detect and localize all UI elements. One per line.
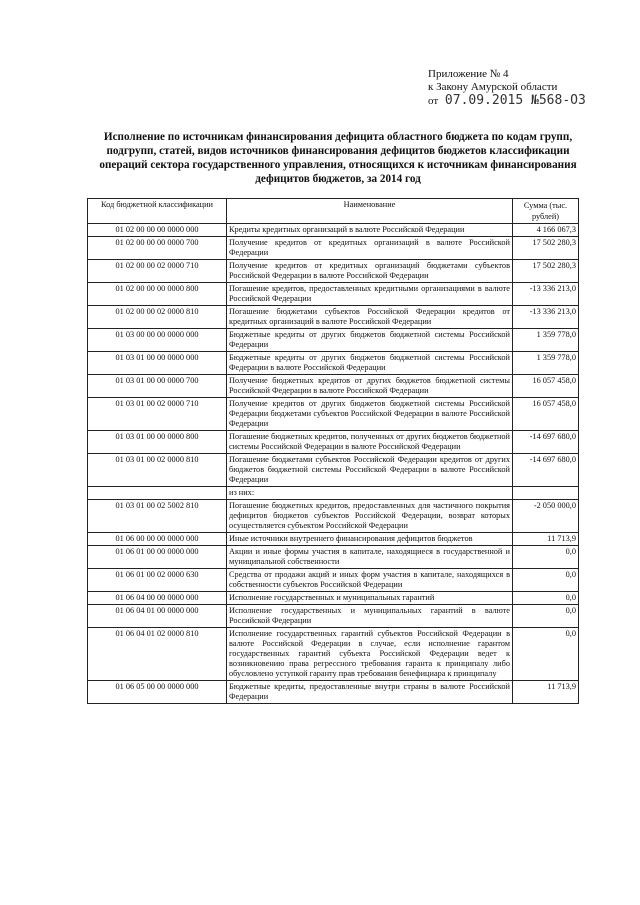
table-row (88, 306, 579, 329)
cell-name: Получение бюджетных кредитов от других бюджетов бюджетной системы Российской Федерации в валюте Российской Федерации (227, 375, 513, 398)
table-row (88, 569, 579, 592)
table-row (88, 487, 579, 500)
cell-sum: -2 050 000,0 (513, 500, 579, 533)
cell-code: 01 06 04 00 00 0000 000 (88, 592, 227, 605)
cell-code: 01 03 01 00 02 0000 810 (88, 454, 227, 487)
table-row (88, 260, 579, 283)
cell-code: 01 02 00 00 02 0000 710 (88, 260, 227, 283)
cell-sum: -13 336 213,0 (513, 283, 579, 306)
cell-name: Погашение кредитов, предоставленных кредитными организациями в валюте Российской Федерации (227, 283, 513, 306)
cell-name: Погашение бюджетных кредитов, полученных от других бюджетов бюджетной системы Российской Федерации в валюте Российской Федерации (227, 431, 513, 454)
cell-name: Погашение бюджетных кредитов, предоставленных для частичного покрытия дефицитов бюджетов субъектов Российской Федерации, возврат которых осуществляется субъектом Российской Федерации (227, 500, 513, 533)
table-row (88, 628, 579, 681)
table-header-row (88, 199, 579, 224)
cell-sum: -13 336 213,0 (513, 306, 579, 329)
table-row (88, 681, 579, 704)
cell-code: 01 03 01 00 02 5002 810 (88, 500, 227, 533)
cell-name: Бюджетные кредиты от других бюджетов бюджетной системы Российской Федерации в валюте Российской Федерации (227, 352, 513, 375)
cell-sum: -14 697 680,0 (513, 431, 579, 454)
cell-name: Кредиты кредитных организаций в валюте Российской Федерации (227, 224, 513, 237)
table-row (88, 237, 579, 260)
table-row (88, 533, 579, 546)
cell-code: 01 06 05 00 00 0000 000 (88, 681, 227, 704)
cell-name: Исполнение государственных и муниципальных гарантий (227, 592, 513, 605)
handwritten-date: 07.09.2015 №568-ОЗ (444, 93, 586, 108)
cell-sum: 1 359 778,0 (513, 352, 579, 375)
cell-code: 01 02 00 00 00 0000 800 (88, 283, 227, 306)
cell-code: 01 03 01 00 00 0000 800 (88, 431, 227, 454)
header-code: Код бюджетной классификации (88, 199, 227, 224)
table-row (88, 546, 579, 569)
cell-sum: 0,0 (513, 569, 579, 592)
appendix-line-2: к Закону Амурской области (428, 81, 558, 93)
cell-sum: 4 166 067,3 (513, 224, 579, 237)
table-row (88, 352, 579, 375)
cell-name: Иные источники внутреннего финансирования дефицитов бюджетов (227, 533, 513, 546)
table-row (88, 454, 579, 487)
table-row (88, 605, 579, 628)
cell-code: 01 06 04 01 02 0000 810 (88, 628, 227, 681)
cell-name: Акции и иные формы участия в капитале, находящиеся в государственной и муниципальной собственности (227, 546, 513, 569)
cell-code: 01 06 04 01 00 0000 000 (88, 605, 227, 628)
document-title: Исполнение по источникам финансирования дефицита областного бюджета по кодам групп, подгрупп, статей, видов источников финансирования дефицитов бюджетов классификации операций сектора государственного управления, относящихся к источникам финансирования дефицитов бюджетов, за 2014 год (99, 131, 577, 185)
cell-name: Бюджетные кредиты, предоставленные внутри страны в валюте Российской Федерации (227, 681, 513, 704)
cell-code: 01 02 00 00 00 0000 000 (88, 224, 227, 237)
date-prefix: от (428, 95, 439, 107)
cell-sum: 11 713,9 (513, 533, 579, 546)
cell-code: 01 06 01 00 02 0000 630 (88, 569, 227, 592)
cell-code: 01 02 00 00 02 0000 810 (88, 306, 227, 329)
cell-sum: 1 359 778,0 (513, 329, 579, 352)
cell-sum: 0,0 (513, 546, 579, 569)
cell-code: 01 06 01 00 00 0000 000 (88, 546, 227, 569)
sources-table (87, 198, 579, 704)
table-row (88, 500, 579, 533)
cell-name: Исполнение государственных и муниципальных гарантий в валюте Российской Федерации (227, 605, 513, 628)
table-row (88, 375, 579, 398)
cell-name: Средства от продажи акций и иных форм участия в капитале, находящихся в собственности субъектов Российской Федерации (227, 569, 513, 592)
cell-code (88, 487, 227, 500)
cell-sum: 17 502 280,3 (513, 260, 579, 283)
cell-sum: 0,0 (513, 592, 579, 605)
cell-code: 01 03 01 00 00 0000 700 (88, 375, 227, 398)
table-row (88, 224, 579, 237)
cell-sum: 16 057 458,0 (513, 375, 579, 398)
cell-code: 01 03 00 00 00 0000 000 (88, 329, 227, 352)
table-row (88, 283, 579, 306)
appendix-block (428, 68, 586, 108)
appendix-line-1: Приложение № 4 (428, 68, 509, 80)
cell-sum: 11 713,9 (513, 681, 579, 704)
cell-code: 01 03 01 00 00 0000 000 (88, 352, 227, 375)
cell-name: Бюджетные кредиты от других бюджетов бюджетной системы Российской Федерации (227, 329, 513, 352)
cell-code: 01 03 01 00 02 0000 710 (88, 398, 227, 431)
cell-sum: 0,0 (513, 605, 579, 628)
cell-name: Погашение бюджетами субъектов Российской Федерации кредитов от кредитных организаций в валюте Российской Федерации (227, 306, 513, 329)
cell-name: Получение кредитов от кредитных организаций бюджетами субъектов Российской Федерации в валюте Российской Федерации (227, 260, 513, 283)
cell-sum: 17 502 280,3 (513, 237, 579, 260)
header-sum: Сумма (тыс. рублей) (513, 199, 579, 224)
cell-sum: 16 057 458,0 (513, 398, 579, 431)
table-row (88, 431, 579, 454)
cell-sum: -14 697 680,0 (513, 454, 579, 487)
cell-name: из них: (227, 487, 513, 500)
header-name: Наименование (227, 199, 513, 224)
table-body (88, 224, 579, 704)
table-row (88, 329, 579, 352)
cell-name: Погашение бюджетами субъектов Российской Федерации кредитов от других бюджетов бюджетной системы Российской Федерации в валюте Российской Федерации (227, 454, 513, 487)
cell-name: Получение кредитов от кредитных организаций в валюте Российской Федерации (227, 237, 513, 260)
appendix-date-line (428, 94, 586, 108)
cell-sum: 0,0 (513, 628, 579, 681)
cell-code: 01 06 00 00 00 0000 000 (88, 533, 227, 546)
cell-sum (513, 487, 579, 500)
cell-name: Получение кредитов от других бюджетов бюджетной системы Российской Федерации бюджетами субъектов Российской Федерации в валюте Российской Федерации (227, 398, 513, 431)
table-row (88, 592, 579, 605)
cell-code: 01 02 00 00 00 0000 700 (88, 237, 227, 260)
cell-name: Исполнение государственных гарантий субъектов Российской Федерации в валюте Российской Федерации в случае, если исполнение гарантом государственных гарантий субъекта Российской Федерации ведет к возникновению права регрессного требования гаранта к принципалу либо обусловлено уступкой гаранту прав требования бенефициара к принципалу (227, 628, 513, 681)
table-row (88, 398, 579, 431)
